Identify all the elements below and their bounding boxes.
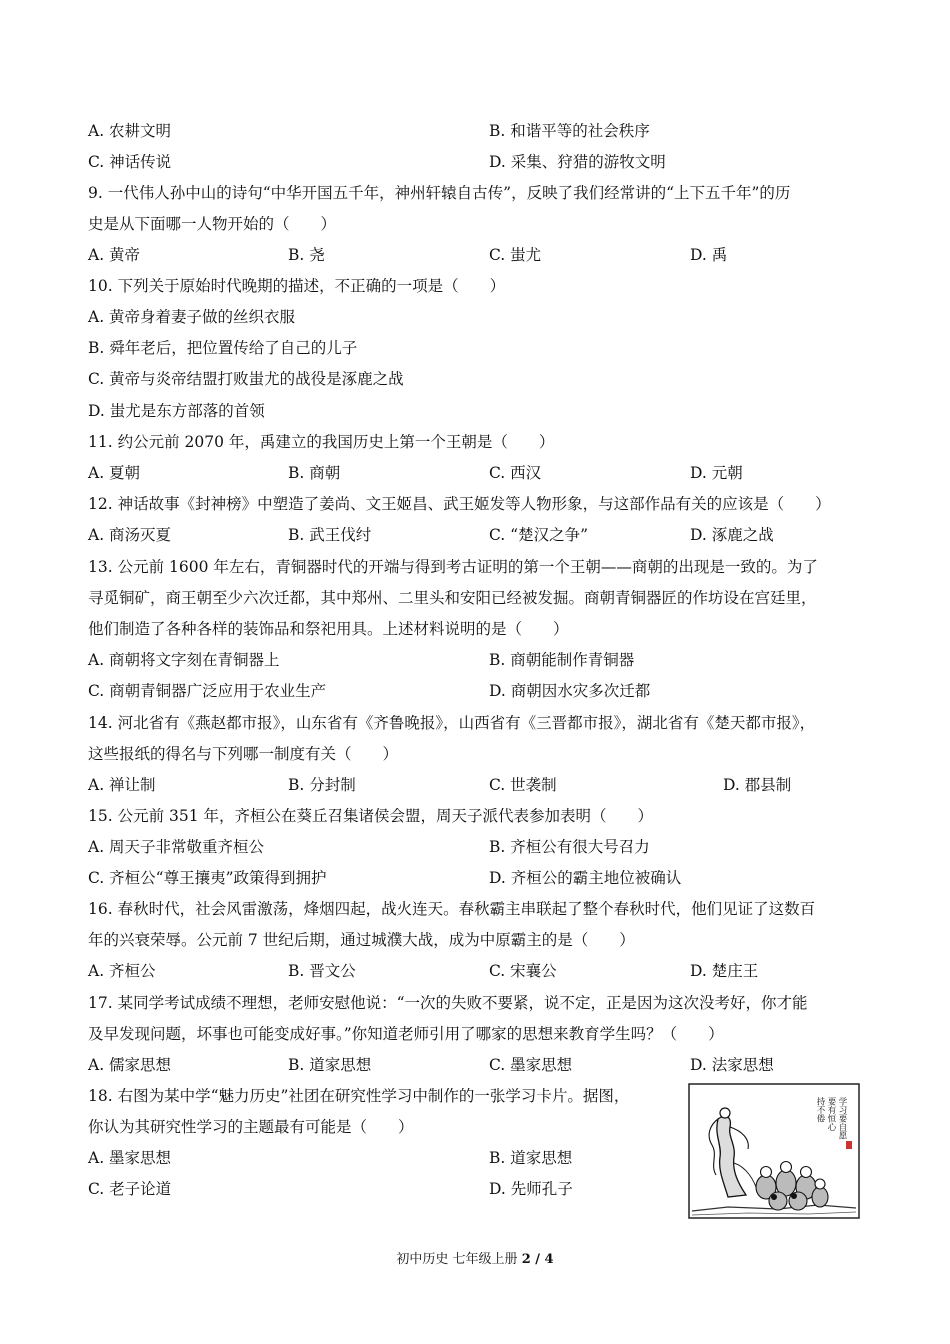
confucius-teaching-illustration xyxy=(688,1083,860,1219)
q14-option-b: B. 分封制 xyxy=(288,776,356,794)
q11-stem: 11. 约公元前 2070 年，禹建立的我国历史上第一个王朝是（ ） xyxy=(88,433,555,451)
q9-stem-line2: 史是从下面哪一人物开始的（ ） xyxy=(88,215,337,233)
q9-option-a: A. 黄帝 xyxy=(88,246,141,264)
q10-option-c: C. 黄帝与炎帝结盟打败蚩尤的战役是涿鹿之战 xyxy=(88,370,404,388)
q17-option-b: B. 道家思想 xyxy=(288,1056,372,1074)
page-number: 2 / 4 xyxy=(521,1252,554,1267)
q14-stem-line2: 这些报纸的得名与下列哪一制度有关（ ） xyxy=(88,745,399,763)
q18-stem-line1: 18. 右图为某中学“魅力历史”社团在研究性学习中制作的一张学习卡片。据图， xyxy=(88,1087,630,1105)
q13-option-a: A. 商朝将文字刻在青铜器上 xyxy=(88,651,280,669)
q12-option-d: D. 涿鹿之战 xyxy=(690,526,774,544)
q11-option-b: B. 商朝 xyxy=(288,464,341,482)
q13-option-d: D. 商朝因水灾多次迁都 xyxy=(489,682,651,700)
card-text-1: 学习要自愿 xyxy=(837,1097,847,1140)
q12-option-c: C. “楚汉之争” xyxy=(489,526,589,544)
q15-option-c: C. 齐桓公“尊王攘夷”政策得到拥护 xyxy=(88,869,327,887)
q9-option-c: C. 蚩尤 xyxy=(489,246,542,264)
q12-option-a: A. 商汤灭夏 xyxy=(88,526,172,544)
q11-option-d: D. 元朝 xyxy=(690,464,743,482)
q18-option-b: B. 道家思想 xyxy=(489,1149,573,1167)
q16-option-c: C. 宋襄公 xyxy=(489,962,557,980)
q16-stem-line1: 16. 春秋时代，社会风雷激荡，烽烟四起，战火连天。春秋霸主串联起了整个春秋时代，他们见证了这数百 xyxy=(88,900,816,918)
q12-option-b: B. 武王伐纣 xyxy=(288,526,372,544)
q8-option-d: D. 采集、狩猎的游牧文明 xyxy=(489,153,666,171)
q17-option-d: D. 法家思想 xyxy=(690,1056,774,1074)
q18-stem-line2: 你认为其研究性学习的主题最有可能是（ ） xyxy=(88,1118,414,1136)
q10-stem: 10. 下列关于原始时代晚期的描述，不正确的一项是（ ） xyxy=(88,277,506,295)
q9-option-d: D. 禹 xyxy=(690,246,728,264)
q11-option-c: C. 西汉 xyxy=(489,464,542,482)
q8-option-b: B. 和谐平等的社会秩序 xyxy=(489,122,650,140)
q17-stem-line2: 及早发现问题，坏事也可能变成好事。”你知道老师引用了哪家的思想来教育学生吗？（ ） xyxy=(88,1025,724,1043)
q17-option-a: A. 儒家思想 xyxy=(88,1056,172,1074)
q13-option-b: B. 商朝能制作青铜器 xyxy=(489,651,635,669)
q12-stem: 12. 神话故事《封神榜》中塑造了姜尚、文王姬昌、武王姬发等人物形象，与这部作品有关的应该是（ ） xyxy=(88,495,831,513)
q10-option-d: D. 蚩尤是东方部落的首领 xyxy=(88,402,265,420)
q14-option-a: A. 禅让制 xyxy=(88,776,156,794)
q16-option-b: B. 晋文公 xyxy=(288,962,356,980)
footer-text: 初中历史 七年级上册 xyxy=(396,1252,522,1267)
study-card-image xyxy=(688,1083,860,1219)
q18-option-c: C. 老子论道 xyxy=(88,1180,172,1198)
card-text-3: 持不倦 xyxy=(815,1097,825,1123)
q17-option-c: C. 墨家思想 xyxy=(489,1056,573,1074)
q8-option-c: C. 神话传说 xyxy=(88,153,172,171)
q8-option-a: A. 农耕文明 xyxy=(88,122,172,140)
q14-stem-line1: 14. 河北省有《燕赵都市报》，山东省有《齐鲁晚报》，山西省有《三晋都市报》，湖北省有《楚天都市报》， xyxy=(88,714,816,732)
q15-option-d: D. 齐桓公的霸主地位被确认 xyxy=(489,869,682,887)
seal-stamp xyxy=(846,1141,852,1149)
q9-stem-line1: 9. 一代伟人孙中山的诗句“中华开国五千年，神州轩辕自古传”，反映了我们经常讲的“上下五千年”的历 xyxy=(88,184,791,202)
page-footer xyxy=(0,1248,950,1267)
q14-option-c: C. 世袭制 xyxy=(489,776,557,794)
q13-stem-line2: 寻觅铜矿，商王朝至少六次迁都，其中郑州、二里头和安阳已经被发掘。商朝青铜器匠的作坊设在宫廷里， xyxy=(88,589,817,607)
q16-option-a: A. 齐桓公 xyxy=(88,962,156,980)
card-text-2: 要有恒心 xyxy=(826,1097,836,1131)
q18-option-a: A. 墨家思想 xyxy=(88,1149,172,1167)
q10-option-a: A. 黄帝身着妻子做的丝织衣服 xyxy=(88,308,296,326)
q10-option-b: B. 舜年老后，把位置传给了自己的儿子 xyxy=(88,339,358,357)
q15-option-a: A. 周天子非常敬重齐桓公 xyxy=(88,838,265,856)
q15-option-b: B. 齐桓公有很大号召力 xyxy=(489,838,650,856)
q18-option-d: D. 先师孔子 xyxy=(489,1180,573,1198)
q15-stem: 15. 公元前 351 年，齐桓公在葵丘召集诸侯会盟，周天子派代表参加表明（ ） xyxy=(88,807,654,825)
q9-option-b: B. 尧 xyxy=(288,246,325,264)
q13-stem-line1: 13. 公元前 1600 年左右，青铜器时代的开端与得到考古证明的第一个王朝——商朝的出现是一致的。为了 xyxy=(88,558,818,576)
q16-stem-line2: 年的兴衰荣辱。公元前 7 世纪后期，通过城濮大战，成为中原霸主的是（ ） xyxy=(88,931,635,949)
q16-option-d: D. 楚庄王 xyxy=(690,962,759,980)
q13-option-c: C. 商朝青铜器广泛应用于农业生产 xyxy=(88,682,327,700)
q13-stem-line3: 他们制造了各种各样的装饰品和祭祀用具。上述材料说明的是（ ） xyxy=(88,620,569,638)
q14-option-d: D. 郡县制 xyxy=(723,776,792,794)
q11-option-a: A. 夏朝 xyxy=(88,464,141,482)
q17-stem-line1: 17. 某同学考试成绩不理想，老师安慰他说：“一次的失败不要紧，说不定，正是因为这次没考好，你才能 xyxy=(88,994,808,1012)
